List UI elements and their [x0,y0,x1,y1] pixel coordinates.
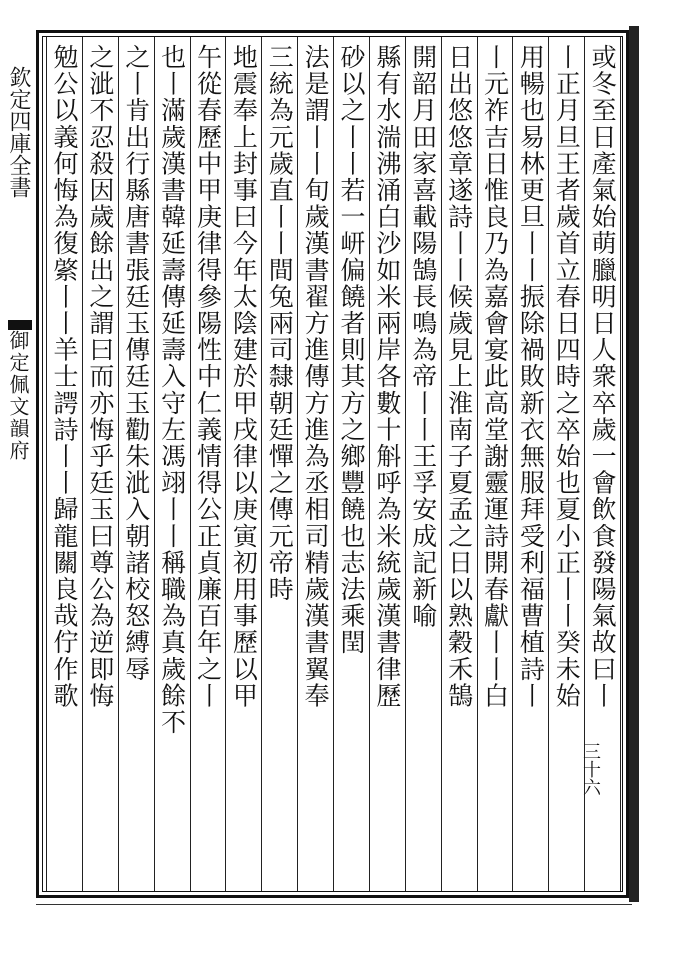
edge-title: 御定佩文韻府 [6,330,30,462]
fish-tail-mark [8,320,32,330]
text-column: 砂以之丨丨若一岍偏饒者則其方之鄉豐饒也志法乘閏 [336,44,366,656]
text-column: 勉公以義何悔為復綮丨丨羊士諤詩丨丨歸龍關良哉佇作歌 [49,44,79,709]
folio-number: 三十六 [580,742,601,796]
edge-label: 欽定四庫全書 [6,66,31,198]
text-column: 丨正月旦王者歲首立春日四時之卒始也夏小正丨丨癸未始 [552,44,582,709]
text-column: 或冬至日產氣始萌臘明日人衆卒歲一會飲食發陽氣故曰丨 [588,44,618,709]
text-column: 縣有水湍沸涌白沙如米兩岸各數十斛呼為米統歲漢書律歷 [372,44,402,709]
bottom-rule [36,904,632,905]
text-column: 地震奉上封事曰今年太陰建於甲戌律以庚寅初用事歷以甲 [229,44,259,709]
page-edge [2,30,32,870]
text-column: 之丨肯出行縣唐書張廷玉傳廷玉勸朱泚入朝諸校怒縛辱 [121,44,151,683]
text-column: 日出悠悠章遂詩丨丨候歲見上淮南子夏孟之日以熟穀禾鵠 [444,44,474,709]
text-column: 法是謂丨丨旬歲漢書翟方進傳方進為丞相司精歲漢書翼奉 [301,44,331,709]
column-rule [620,37,621,891]
page-shadow [629,26,639,902]
text-column: 用暢也易林更旦丨丨振除禍敗新衣無服拜受利福曹植詩丨 [516,44,546,709]
text-column: 開韶月田家喜載陽鵠長鳴為帝丨丨王孚安成記新喻 [408,44,438,630]
text-column: 午從春歷中甲庚律得參陽性中仁義情得公正貞廉百年之丨 [193,44,223,709]
text-column: 三統為元歲直丨丨間兔兩司隸朝廷憚之傳元帝時 [265,44,295,603]
text-column: 丨元祚吉日惟良乃為嘉會宴此高堂謝靈運詩開春獻丨丨白 [480,44,510,709]
text-column: 也丨滿歲漢書韓延壽傳延壽入守左馮翊丨丨稱職為真歲餘不 [157,44,187,736]
text-column: 之泚不忍殺因歲餘出之謂曰而亦悔乎廷玉曰尊公為逆即悔 [85,44,115,709]
